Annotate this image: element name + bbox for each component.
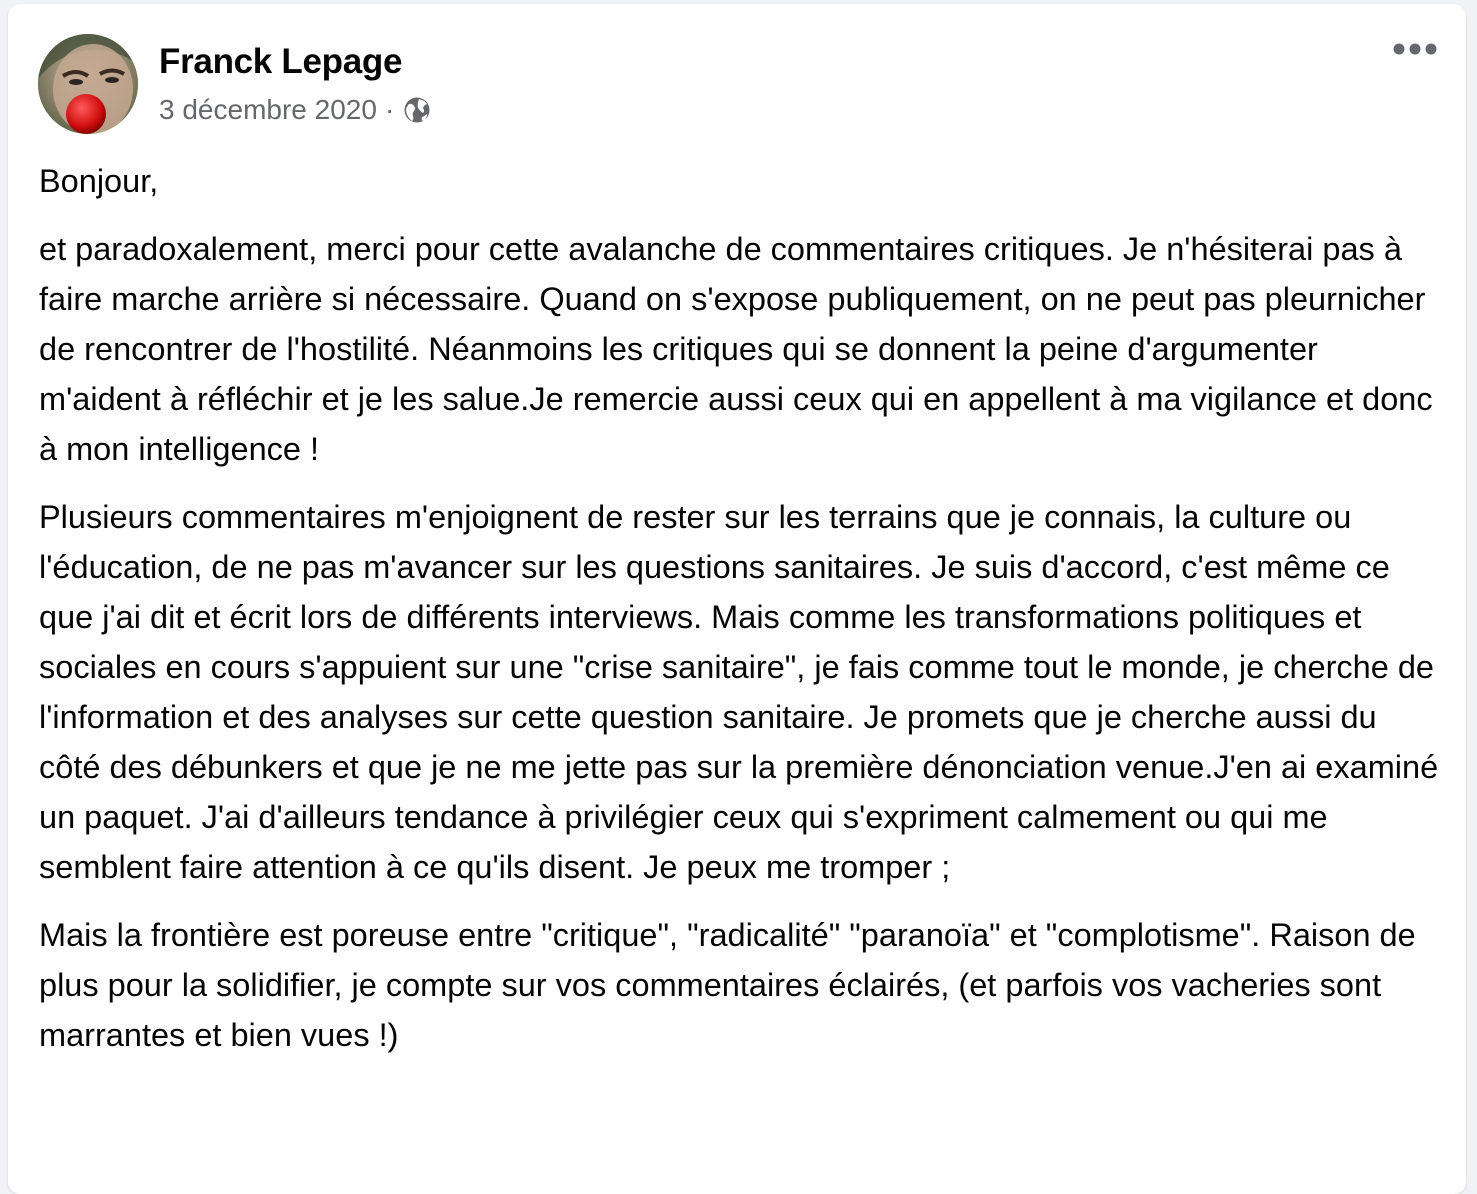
avatar-image	[38, 34, 138, 134]
post-body	[39, 156, 1439, 1078]
author-avatar[interactable]	[38, 34, 138, 134]
post-header	[38, 34, 1438, 134]
author-name[interactable]: Franck Lepage	[159, 42, 403, 81]
meta-separator: ·	[384, 94, 395, 125]
post-date[interactable]: 3 décembre 2020	[159, 94, 377, 125]
more-options-button[interactable]	[1392, 34, 1438, 64]
globe-icon	[402, 95, 432, 125]
post-paragraph-3: Plusieurs commentaires m'enjoignent de rester sur les terrains que je connais, la culture ou l'éducation, de ne pas m'avancer sur les questions sanitaires. Je suis d'accord, c'est même ce que j'ai dit et écrit lors de différents interviews. Mais comme les transformations politiques et sociales en cours s'appuient sur une "crise sanitaire", je fais comme tout le monde, je cherche de l'information et des analyses sur cette question sanitaire. Je promets que je cherche aussi du côté des débunkers et que je ne me jette pas sur la première dénonciation venue.J'en ai examiné un paquet. J'ai d'ailleurs tendance à privilégier ceux qui s'expriment calmement ou qui me semblent faire attention à ce qu'ils disent. Je peux me tromper ;	[39, 499, 1439, 885]
post-paragraph-2: et paradoxalement, merci pour cette avalanche de commentaires critiques. Je n'hésiterai pas à faire marche arrière si nécessaire. Quand on s'expose publiquement, on ne peut pas pleurnicher de rencontrer de l'hostilité. Néanmoins les critiques qui se donnent la peine d'argumenter m'aident à réfléchir et je les salue.Je remercie aussi ceux qui en appellent à ma vigilance et donc à mon intelligence !	[39, 231, 1433, 467]
post-meta	[159, 94, 432, 126]
post-paragraph-4: Mais la frontière est poreuse entre "critique", "radicalité" "paranoïa" et "complotisme". Raison de plus pour la solidifier, je compte sur vos commentaires éclairés, (et parfois vos vacheries sont marrantes et bien vues !)	[39, 917, 1416, 1053]
post-paragraph-1: Bonjour,	[39, 163, 159, 199]
more-options-icon	[1392, 42, 1438, 56]
post-card	[8, 4, 1466, 1194]
